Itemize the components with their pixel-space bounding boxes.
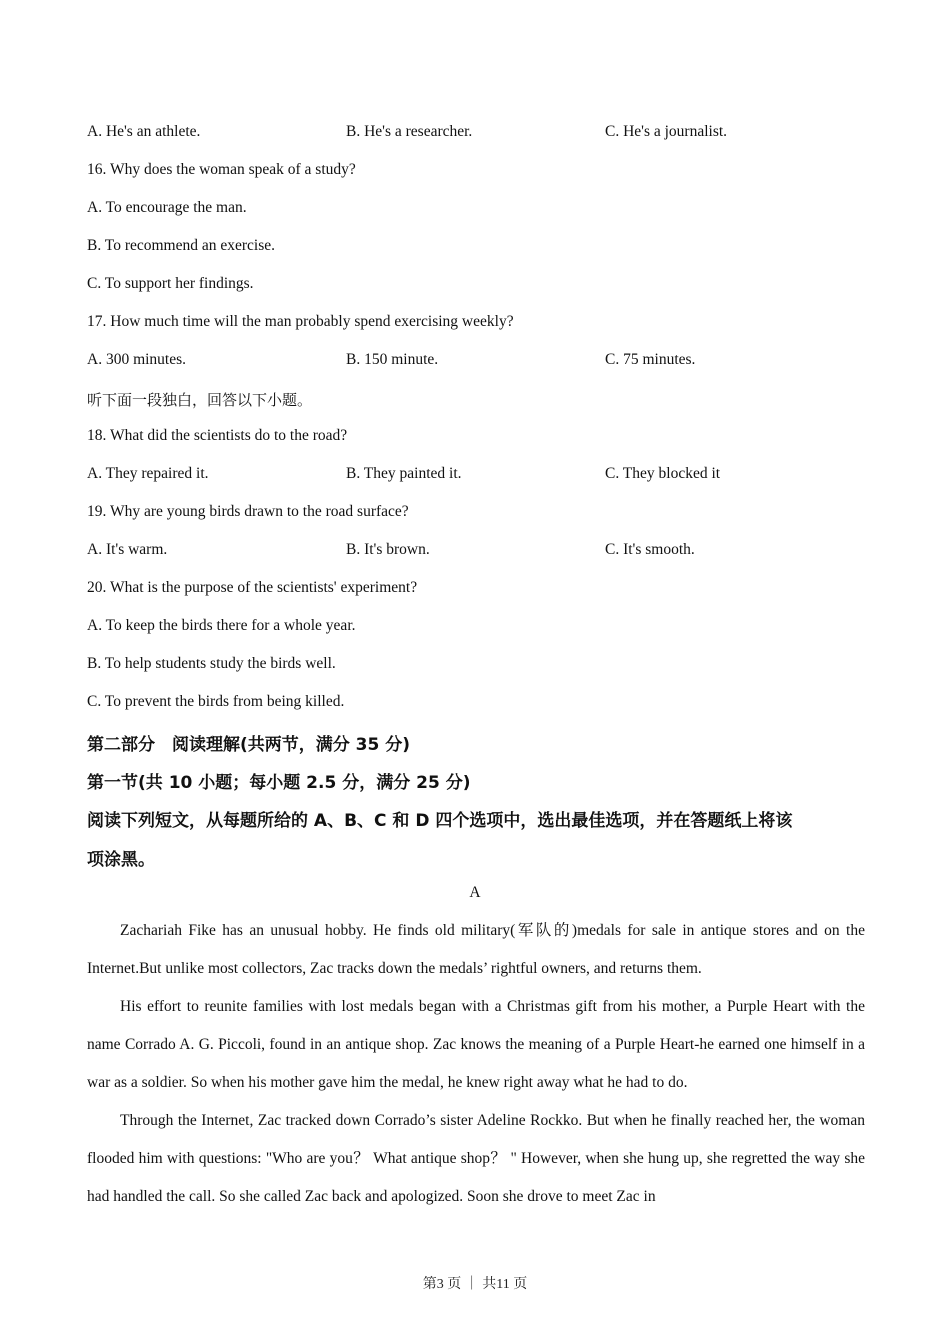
q15-option-a: A. He's an athlete. — [87, 123, 201, 140]
passage-paragraph-3: Through the Internet, Zac tracked down Corrado’s sister Adeline Rockko. But when he finally reached her, the woman flooded him with questions: "Who are you？ What antique shop？ " However, when she hung up, she regretted the way she had handled the call. So she called Zac back and apologized. Soon she drove to meet Zac in — [87, 1112, 865, 1205]
reading-instruction-line1: 阅读下列短文，从每题所给的 A、B、C 和 D 四个选项中，选出最佳选项，并在答题纸上将该 — [87, 811, 793, 831]
q16-question: 16. Why does the woman speak of a study? — [87, 161, 356, 178]
section1-title: 第一节(共 10 小题；每小题 2.5 分，满分 25 分) — [87, 773, 471, 793]
q18-options — [87, 465, 867, 487]
passage-paragraph-2: His effort to reunite families with lost medals began with a Christmas gift from his mother, a Purple Heart with the name Corrado A. G. Piccoli, found in an antique shop. Zac knows the meaning of a Purple Heart-he earned one himself in a war as a soldier. So when his mother gave him the medal, he knew right away what he had to do. — [87, 998, 865, 1091]
passage-label: A — [469, 884, 481, 901]
q17-option-a: A. 300 minutes. — [87, 351, 187, 368]
q18-option-a: A. They repaired it. — [87, 465, 209, 482]
q16-option-b: B. To recommend an exercise. — [87, 237, 276, 254]
q20-option-a: A. To keep the birds there for a whole year. — [87, 617, 356, 634]
q19-question: 19. Why are young birds drawn to the road surface? — [87, 503, 409, 520]
q19-option-c: C. It's smooth. — [605, 541, 695, 558]
q18-option-c: C. They blocked it — [605, 465, 721, 482]
monologue-instruction: 听下面一段独白，回答以下小题。 — [87, 391, 313, 409]
q17-option-c: C. 75 minutes. — [605, 351, 696, 368]
q15-option-c: C. He's a journalist. — [605, 123, 728, 140]
passage-paragraph-1: Zachariah Fike has an unusual hobby. He finds old military(军队的)medals for sale in antique stores and on the Internet.But unlike most collectors, Zac tracks down the medals’ rightful owners, and returns them. — [87, 922, 865, 977]
q19-option-b: B. It's brown. — [346, 541, 430, 558]
q18-option-b: B. They painted it. — [346, 465, 462, 482]
q15-options — [87, 123, 867, 145]
q20-option-b: B. To help students study the birds well. — [87, 655, 336, 672]
q17-option-b: B. 150 minute. — [346, 351, 439, 368]
page-footer: 第3 页 ｜ 共11 页 — [422, 1277, 528, 1292]
q16-option-c: C. To support her findings. — [87, 275, 254, 292]
q15-option-b: B. He's a researcher. — [346, 123, 473, 140]
reading-instruction-line2: 项涂黑。 — [87, 850, 155, 870]
q18-question: 18. What did the scientists do to the road? — [87, 427, 348, 444]
q19-option-a: A. It's warm. — [87, 541, 168, 558]
q20-question: 20. What is the purpose of the scientists' experiment? — [87, 579, 418, 596]
q17-question: 17. How much time will the man probably spend exercising weekly? — [87, 313, 514, 330]
q16-option-a: A. To encourage the man. — [87, 199, 247, 216]
q19-options — [87, 541, 867, 563]
q20-option-c: C. To prevent the birds from being killed. — [87, 693, 345, 710]
q17-options — [87, 351, 867, 373]
part2-title: 第二部分 阅读理解(共两节，满分 35 分) — [87, 735, 411, 755]
